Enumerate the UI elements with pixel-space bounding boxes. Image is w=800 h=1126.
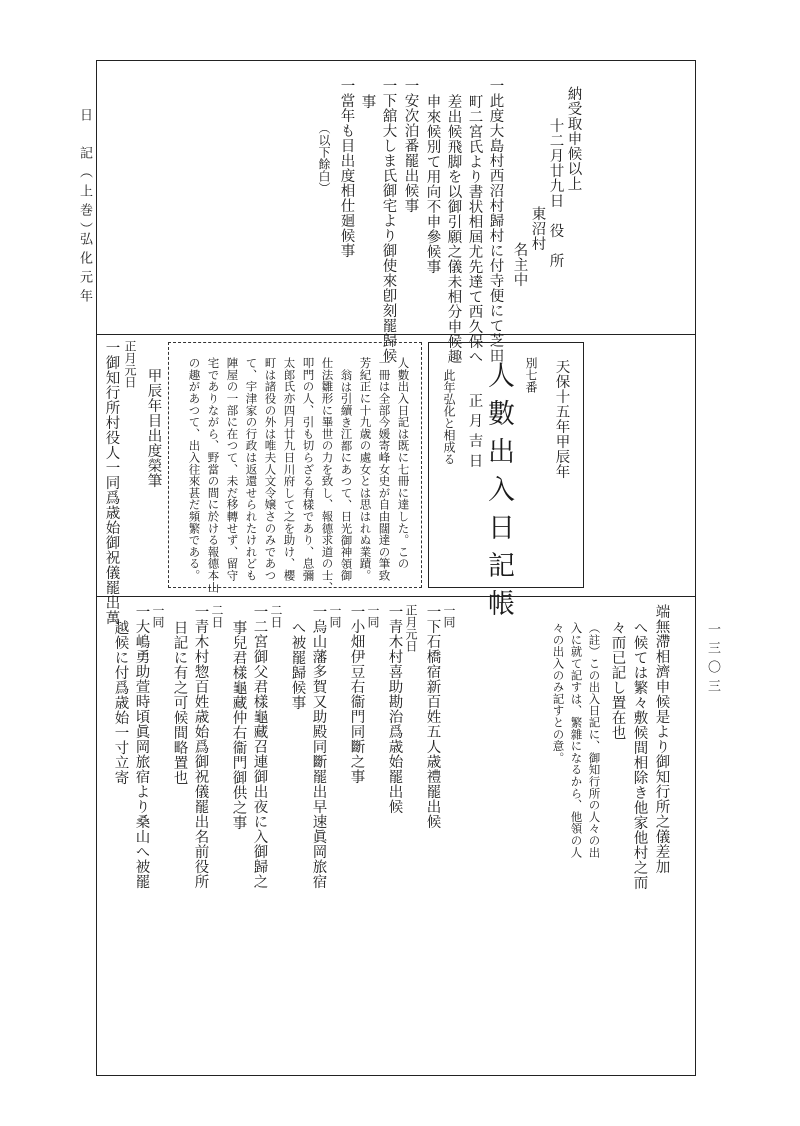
lower-line: 一青木村喜助勘治爲歳始罷出候 xyxy=(386,604,403,814)
lower-date: 正月元日 xyxy=(404,604,418,652)
lower-line: へ候ては繁々敷候間相除き他家他村之而 xyxy=(631,620,648,890)
lower-line: 端無滯相濟申候是より御知行所之儀差加 xyxy=(653,604,670,874)
lower-date: 一同 xyxy=(442,604,456,628)
upper-line: 町二宮氏より書状相屆尤先達て西久保へ xyxy=(466,94,483,364)
lower-line: へ被罷歸候事 xyxy=(289,620,306,710)
lower-line: 一大嶋勇助萱時頃眞岡旅宿より桑山へ被罷 xyxy=(133,604,150,889)
lower-line: 越候に付爲歳始一寸立寄 xyxy=(112,620,129,785)
middle-date: 正月元日 xyxy=(123,340,137,388)
cover-year: 天保十五年甲辰年 xyxy=(553,359,570,479)
commentary-line: 太郎氏亦四月廿九日川府して之を助け、櫻 xyxy=(282,357,297,582)
middle-heading: 甲辰年目出度榮筆 xyxy=(145,368,162,488)
commentary-line: の趣があつて、出入往來甚だ頻繁である。 xyxy=(187,357,202,582)
commentary-line: 叩門の人、引も切らざる有樣であり、息彌 xyxy=(301,357,316,582)
lower-note-line: （註）この出入日記に、御知行所の人々の出 xyxy=(587,622,602,858)
lower-line: 事兒君樣龜藏仲右衞門御供之事 xyxy=(230,620,247,830)
upper-line: 申來候別て用向不申參候事 xyxy=(424,94,441,274)
upper-line: 一下舘大しま氏御宅より御使來卽刻罷歸候 xyxy=(380,78,397,363)
commentary-line: 人數出入日記は既に七冊に達した。この xyxy=(396,357,411,570)
cover-date: 正 月 吉 日 xyxy=(466,393,483,469)
cover-title: 人數出入日記帳 xyxy=(483,361,514,627)
lower-date: 二日 xyxy=(210,604,224,628)
upper-line: 一當年も目出度相仕廻候事 xyxy=(338,78,355,258)
lower-date: 一同 xyxy=(366,604,380,628)
commentary-line: て、宇津家の行政は返還せられたけれども xyxy=(244,357,259,582)
lower-line: 一下石橋宿新百姓五人歳禮罷出候 xyxy=(424,604,441,829)
lower-date: 一同 xyxy=(328,604,342,628)
commentary-line: 宅でありながら、野當の間に於ける報德本山 xyxy=(206,357,221,593)
upper-line: 差出候飛脚を以御引願之儀未相分申候趣 xyxy=(445,94,462,364)
running-header-title: 日 記（上巻） xyxy=(77,108,92,241)
cover-number: 別七番 xyxy=(524,357,538,393)
lower-line: 一烏山藩多賀又助殿同斷罷出早速眞岡旅宿 xyxy=(310,604,327,889)
cover-note: 此年弘化と相成る xyxy=(442,369,456,465)
upper-line: 一此度大島村西沼村歸村に付寺便にて芝田 xyxy=(487,78,504,363)
lower-line: 一青木村惣百姓歳始爲御祝儀罷出名前役所 xyxy=(192,604,209,889)
upper-line: 納受取申候以上 xyxy=(565,86,582,191)
running-header-era: 弘化元年 xyxy=(77,232,92,308)
commentary-line: 陣屋の一部に在つて、未だ移轉せず、留守 xyxy=(225,357,240,582)
lower-note-line: 々の出入のみ記すとの意。 xyxy=(551,622,566,764)
upper-line: 名主中 xyxy=(511,242,528,287)
divider-lower xyxy=(96,596,696,597)
commentary-line: 仕法雛形に畢世の力を致し、報德求道の士、 xyxy=(320,357,335,593)
commentary-line: 芳紀正に十九歳の處女とは思はれぬ業蹟。 xyxy=(358,357,373,582)
page-number: 一三〇三 xyxy=(705,622,720,698)
lower-line: 一小畑伊豆右衞門同斷之事 xyxy=(348,604,365,784)
upper-line: 事 xyxy=(359,94,376,109)
upper-line: 一安次泊番罷出候事 xyxy=(402,78,419,213)
upper-line: 十二月廿九日 役 所 xyxy=(547,118,564,268)
lower-date: 一同 xyxy=(151,604,165,628)
lower-line: 々而已記し置在也 xyxy=(609,620,626,740)
commentary-line: 町は諸役の外は唯夫人文令嬢さのみであつ xyxy=(263,357,278,582)
commentary-line: 一冊は全部今媛寄峰女史が自由闊達の筆致 xyxy=(377,357,392,582)
lower-line: 日記に有之可候間略置也 xyxy=(171,620,188,785)
lower-date: 二日 xyxy=(269,604,283,628)
middle-line: 一御知行所村役人一同爲歳始御祝儀罷出萬 xyxy=(103,340,120,625)
upper-line: 東沼村 xyxy=(529,206,546,251)
commentary-line: 翁は引續き江都にあつて、日光御神領御 xyxy=(339,369,354,582)
commentary-box xyxy=(168,342,422,593)
lower-line: 一二宮御父君樣龜藏召連御出夜に入御歸之 xyxy=(251,604,268,889)
upper-line: （以下餘白） xyxy=(317,122,331,194)
lower-note-line: 入に就て記すは、繁雜になるから、他領の人 xyxy=(569,622,584,858)
